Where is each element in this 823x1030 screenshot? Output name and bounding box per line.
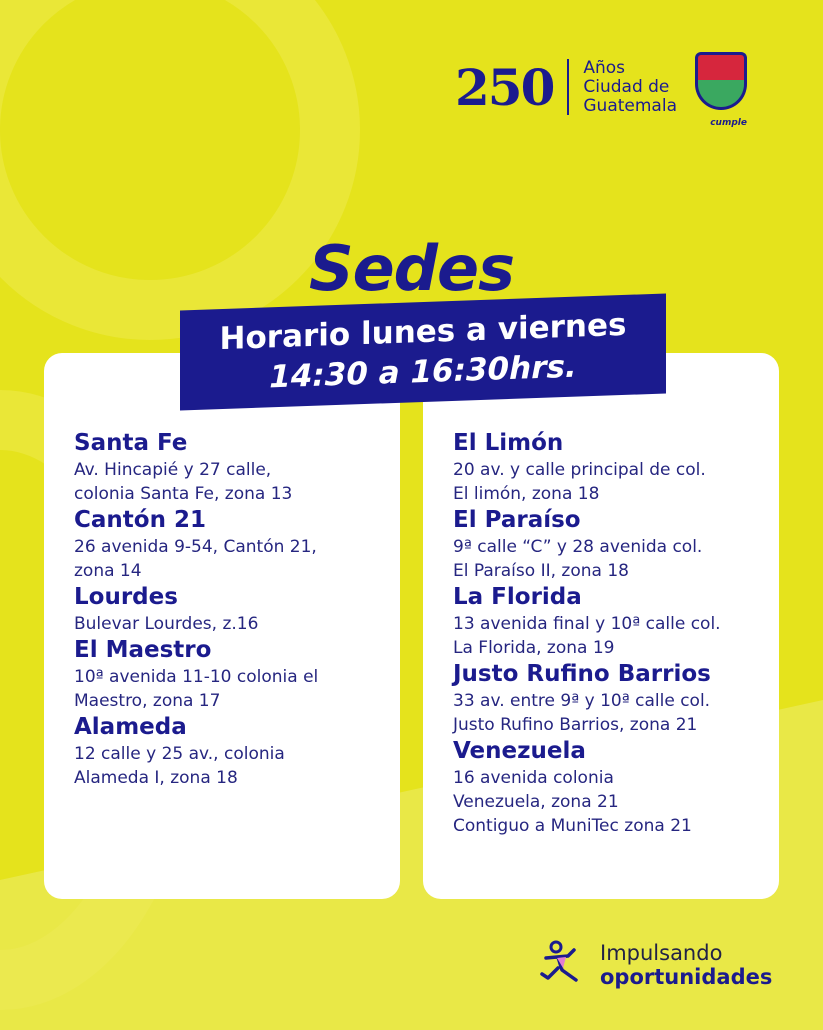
location-address: zona 14 [74,561,142,581]
location-address: Venezuela, zona 21 [453,792,619,812]
crest-text: cumple [710,118,747,128]
location-name: La Florida [453,584,582,610]
location-name: El Limón [453,430,564,456]
schedule-hours: 14:30 a 16:30hrs. [269,348,577,396]
location-address: La Florida, zona 19 [453,638,615,658]
locations-card-right [423,353,779,899]
logo-line: Guatemala [583,95,677,116]
location-item [453,737,771,838]
location-address: El Paraíso II, zona 18 [453,561,629,581]
location-item [453,429,771,506]
location-name: El Paraíso [453,507,581,533]
location-name: Justo Rufino Barrios [453,661,711,687]
location-address: 9ª calle “C” y 28 avenida col. [453,537,703,557]
logo-line: Ciudad de [583,76,670,97]
location-item [74,506,392,583]
location-name: Venezuela [453,738,586,764]
location-name: Alameda [74,714,187,740]
slogan-line: Impulsando [600,941,723,965]
slogan-line-bold: oportunidades [600,965,773,989]
location-address: Maestro, zona 17 [74,691,221,711]
location-address: Bulevar Lourdes, z.16 [74,614,259,634]
location-address: Contiguo a MuniTec zona 21 [453,816,692,836]
schedule-days: Horario lunes a viernes [219,306,627,358]
location-address: Justo Rufino Barrios, zona 21 [453,715,698,735]
location-address: Av. Hincapié y 27 calle, [74,460,272,480]
divider [567,59,569,115]
location-item [453,660,771,737]
location-item [453,506,771,583]
city-crest-icon [695,52,747,128]
logo-text [583,59,677,116]
logo-number: 250 [455,57,554,117]
location-name: Santa Fe [74,430,188,456]
location-address: 12 calle y 25 av., colonia [74,744,285,764]
locations-card-left [44,353,400,899]
location-address: El limón, zona 18 [453,484,600,504]
location-address: 13 avenida final y 10ª calle col. [453,614,721,634]
page-title: Sedes [308,232,515,305]
location-address: 16 avenida colonia [453,768,614,788]
logo-line: Años [583,57,626,78]
logo-250-anos [455,52,747,128]
footer-slogan [540,940,772,990]
location-name: Cantón 21 [74,507,206,533]
location-address: colonia Santa Fe, zona 13 [74,484,293,504]
location-item [74,636,392,713]
location-item [74,583,392,636]
location-address: Alameda I, zona 18 [74,768,238,788]
location-item [74,429,392,506]
running-person-icon [540,940,582,990]
location-name: Lourdes [74,584,178,610]
location-item [453,583,771,660]
location-name: El Maestro [74,637,212,663]
location-address: 10ª avenida 11-10 colonia el [74,667,319,687]
location-address: 33 av. entre 9ª y 10ª calle col. [453,691,711,711]
location-address: 20 av. y calle principal de col. [453,460,706,480]
schedule-banner [180,294,666,411]
location-item [74,713,392,790]
location-address: 26 avenida 9-54, Cantón 21, [74,537,317,557]
